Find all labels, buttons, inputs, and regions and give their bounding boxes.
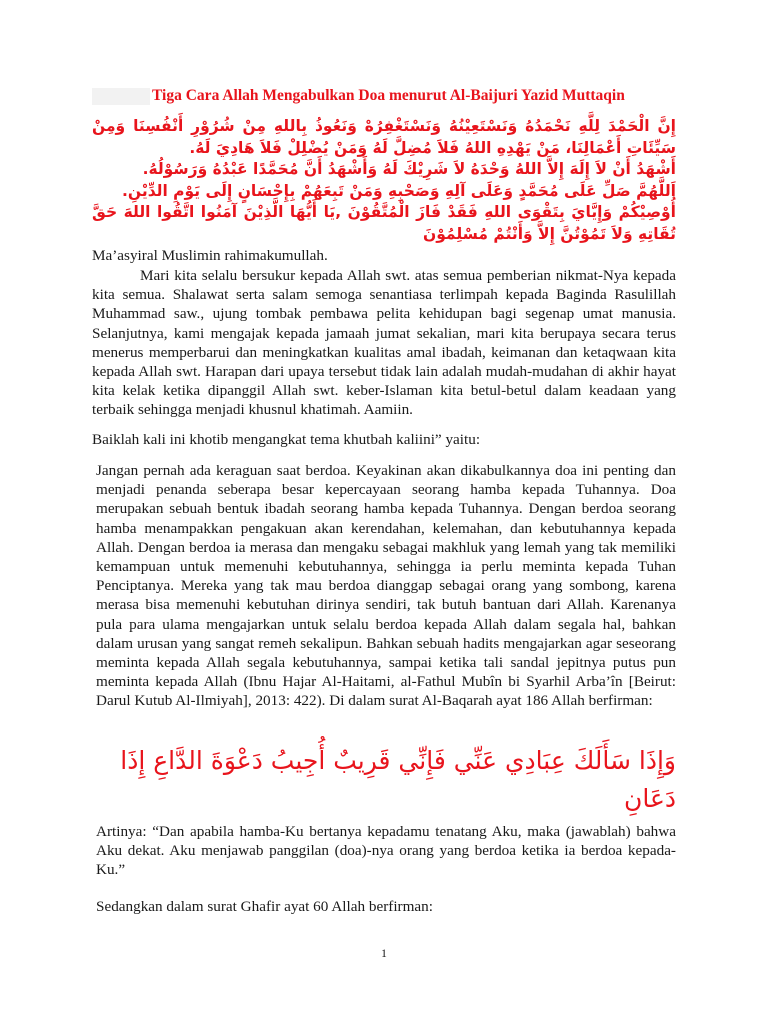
arabic-opening-line: أَشْهَدُ أَنْ لاَ إِلَهَ إِلاَّ اللهُ وَحْدَهُ لاَ شَرِيْكَ لَهُ وَأَشْهَدُ أَنَّ مُحَمَّدًا عَبْدُهُ وَرَسُوْلُهُ. <box>142 160 676 178</box>
document-title: Tiga Cara Allah Mengabulkan Doa menurut Al-Baijuri Yazid Muttaqin <box>152 87 625 104</box>
page-number: 1 <box>381 948 387 960</box>
verse-al-baqarah-186: وَإِذَا سَأَلَكَ عِبَادِي عَنِّي فَإِنِّي قَرِيبٌ أُجِيبُ دَعْوَةَ الدَّاعِ إِذَا دَعَانِ <box>120 746 676 813</box>
title-highlight <box>92 88 150 105</box>
theme-line: Baiklah kali ini khotib mengangkat tema khutbah kaliini” yaitu: <box>92 431 481 448</box>
arabic-opening-line: اَللَّهُمَّ صَلِّ عَلَى مُحَمَّدٍ وَعَلَى آلِهِ وَصَحْبِهِ وَمَنْ تَبِعَهُمْ بِإِحْسَانٍ إِلَى يَوْمِ الدِّيْنِ. <box>122 181 676 200</box>
arabic-opening-line: إِنَّ الْحَمْدَ لِلَّهِ نَحْمَدُهُ وَنَسْتَعِيْنُهُ وَنَسْتَغْفِرُهْ وَنَعُوذُ بِاللهِ مِنْ شُرُوْرِ أَنْفُسِنَا وَمِنْ سَيِّئَاتِ أَعْمَالِنَا، مَنْ يَهْدِهِ اللهُ فَلاَ مُضِلَّ لَهُ وَمَنْ يُضْلِلْ فَلاَ هَادِيَ لَهُ. <box>92 117 676 157</box>
ghafir-intro: Sedangkan dalam surat Ghafir ayat 60 Allah berfirman: <box>96 898 433 915</box>
verse-translation: Artinya: “Dan apabila hamba-Ku bertanya kepadamu tenatang Aku, maka (jawablah) bahwa Aku dekat. Aku menjawab panggilan (doa)-nya orang yang berdoa ketika ia berdoa kepada-Ku.” <box>96 823 676 879</box>
paragraph-doa: Jangan pernah ada keraguan saat berdoa. Keyakinan akan dikabulkannya doa ini penting dan menjadi penanda seberapa besar kepercayaan seorang hamba kepada Tuhannya. Doa merupakan sebuah bentuk ibadah seorang hamba kepada Tuhannya. Dengan berdoa seorang hamba menampakkan pengakuan akan kerendahan, kelemahan, dan kebutuhannya kepada Allah. Dengan berdoa ia merasa dan mengaku sebagai makhluk yang lemah yang tak memiliki kemampuan untuk memenuhi kebutuhannya, sehingga ia perlu meminta kepada Tuhan Penciptanya. Mereka yang tak mau berdoa dianggap sebagai orang yang sombong, karena merasa bisa memenuhi kebutuhan dirinya sendiri, tak butuh bantuan dari Allah. Karenanya pula para ulama mengajarkan untuk selalu berdoa kepada Allah dalam segala hal, bahkan dalam urusan yang sangat remeh sekalipun. Bahkan sebuah hadits mengajarkan agar seseorang meminta kepada Allah segala kebutuhannya, sampai ketika tali sandal jepitnya putus pun meminta kepada Allah (Ibnu Hajar Al-Haitami, al-Fathul Mubîn bi Syarhil Arba’în [Beirut: Darul Kutub Al-Ilmiyah], 2013: 422). Di dalam surat Al-Baqarah ayat 186 Allah berfirman: <box>96 462 676 710</box>
salutation: Ma’asyiral Muslimin rahimakumullah. <box>92 247 328 264</box>
arabic-opening <box>92 116 676 245</box>
paragraph-gratitude: Mari kita selalu bersukur kepada Allah swt. atas semua pemberian nikmat-Nya kepada kita semua. Shalawat serta salam semoga senantiasa terlimpah kepada Baginda Rasulillah Muhammad saw., ujung tombak pembawa pelita kehidupan bagi segenap umat manusia. Selanjutnya, kami mengajak kepada jamaah jumat sekalian, mari kita berupaya secara terus menerus memperbarui dan meningkatkan kualitas amal ibadah, keimanan dan ketaqwaan kita kepada Allah swt. Harapan dari upaya tersebut tidak lain adalah mudah-mudahan di akhir hayat kita kelak ketika dipanggil Allah swt. keber-Islaman kita betul-betul dalam keadaan yang terbaik sehingga menjadi khusnul khatimah. Aamiin. <box>92 267 676 419</box>
arabic-opening-line: أُوْصِيْكُمْ وَإِيَّايَ بِتَقْوَى اللهِ فَقَدْ فَازَ الْمُتَّقُوْنَ ,يَا أَيُّهَا الَّذِيْنَ آمَنُوا اتَّقُوا اللهَ حَقَّ تُقَاتِهِ وَلاَ تَمُوْتُنَّ إِلاَّ وَأَنْتُمْ مُسْلِمُوْنَ <box>92 203 676 243</box>
